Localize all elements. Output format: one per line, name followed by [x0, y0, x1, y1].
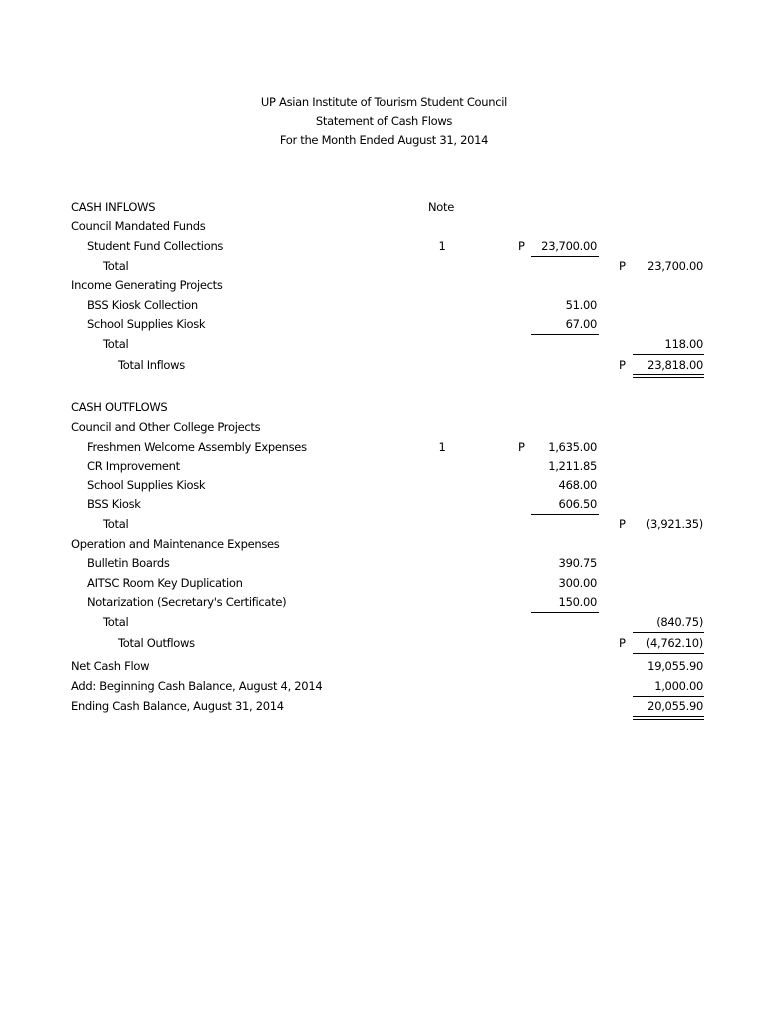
inflows-heading-row [0, 198, 768, 218]
line-item-amount: 1,211.85 [548, 459, 597, 473]
line-item-row [0, 495, 768, 515]
line-item-row [0, 296, 768, 316]
beginning-balance-label: Add: Beginning Cash Balance, August 4, 2014 [71, 679, 323, 693]
line-item-label: BSS Kiosk [87, 497, 141, 511]
note-column-heading: Note [428, 200, 455, 214]
note-reference: 1 [438, 440, 446, 454]
ending-balance-amount: 20,055.90 [647, 699, 703, 713]
line-item-row [0, 237, 768, 257]
line-item-label: Notarization (Secretary's Certificate) [87, 595, 287, 609]
total-outflows-amount: (4,762.10) [645, 636, 703, 650]
line-item-amount: 150.00 [558, 595, 597, 609]
section-label: Council Mandated Funds [71, 219, 206, 233]
line-item-label: School Supplies Kiosk [87, 478, 206, 492]
peso-sign: P [518, 239, 525, 253]
organization-name: UP Asian Institute of Tourism Student Council [260, 95, 508, 109]
line-item-label: Bulletin Boards [87, 556, 170, 570]
peso-sign: P [619, 259, 626, 273]
line-item-row [0, 438, 768, 458]
subtotal-amount: (840.75) [656, 615, 703, 629]
total-outflows-row [0, 634, 768, 654]
peso-sign: P [619, 358, 626, 372]
line-item-row [0, 593, 768, 613]
ending-balance-row [0, 697, 768, 717]
subtotal-amount: 118.00 [664, 337, 703, 351]
line-item-amount: 606.50 [558, 497, 597, 511]
operation-maintenance-row [0, 535, 768, 555]
total-underline [633, 632, 704, 633]
peso-sign: P [518, 440, 525, 454]
double-underline [633, 716, 704, 720]
peso-sign: P [619, 636, 626, 650]
subtotal-label: Total [103, 259, 129, 273]
ending-balance-label: Ending Cash Balance, August 31, 2014 [71, 699, 284, 713]
line-item-amount: 300.00 [558, 576, 597, 590]
section-label: Operation and Maintenance Expenses [71, 537, 280, 551]
net-cash-flow-label: Net Cash Flow [71, 659, 150, 673]
total-inflows-label: Total Inflows [118, 358, 185, 372]
line-item-amount: 1,635.00 [548, 440, 597, 454]
total-underline [633, 354, 704, 355]
statement-header [0, 93, 768, 150]
total-inflows-row [0, 356, 768, 376]
section-label: Income Generating Projects [71, 278, 223, 292]
council-mandated-funds-row [0, 217, 768, 237]
subtotal-label: Total [103, 337, 129, 351]
line-item-row [0, 457, 768, 477]
line-item-label: Student Fund Collections [87, 239, 224, 253]
statement-title: Statement of Cash Flows [315, 114, 453, 128]
inflows-heading: CASH INFLOWS [71, 200, 156, 214]
subtotal-row [0, 515, 768, 535]
subtotal-label: Total [103, 615, 129, 629]
line-item-label: BSS Kiosk Collection [87, 298, 198, 312]
council-college-projects-row [0, 418, 768, 438]
beginning-balance-amount: 1,000.00 [654, 679, 703, 693]
line-item-label: Freshmen Welcome Assembly Expenses [87, 440, 307, 454]
subtotal-amount: 23,700.00 [647, 259, 703, 273]
peso-sign: P [619, 517, 626, 531]
double-underline [633, 374, 704, 378]
beginning-balance-row [0, 677, 768, 697]
line-item-amount: 67.00 [565, 317, 597, 331]
statement-period: For the Month Ended August 31, 2014 [279, 133, 489, 147]
outflows-heading: CASH OUTFLOWS [71, 400, 168, 414]
line-item-row [0, 574, 768, 594]
net-cash-flow-row [0, 657, 768, 677]
line-item-row [0, 554, 768, 574]
section-label: Council and Other College Projects [71, 420, 261, 434]
outflows-heading-row [0, 398, 768, 418]
line-item-label: AITSC Room Key Duplication [87, 576, 243, 590]
total-outflows-label: Total Outflows [118, 636, 195, 650]
income-generating-projects-row [0, 276, 768, 296]
subtotal-amount: (3,921.35) [645, 517, 703, 531]
line-item-label: School Supplies Kiosk [87, 317, 206, 331]
net-cash-flow-amount: 19,055.90 [647, 659, 703, 673]
total-inflows-amount: 23,818.00 [647, 358, 703, 372]
total-underline [633, 653, 704, 654]
line-item-amount: 23,700.00 [541, 239, 597, 253]
subtotal-label: Total [103, 517, 129, 531]
line-item-row [0, 315, 768, 335]
subtotal-row [0, 335, 768, 355]
note-reference: 1 [438, 239, 446, 253]
subtotal-row [0, 613, 768, 633]
line-item-amount: 468.00 [558, 478, 597, 492]
line-item-label: CR Improvement [87, 459, 180, 473]
line-item-amount: 390.75 [558, 556, 597, 570]
line-item-row [0, 476, 768, 496]
line-item-amount: 51.00 [565, 298, 597, 312]
subtotal-row [0, 257, 768, 277]
